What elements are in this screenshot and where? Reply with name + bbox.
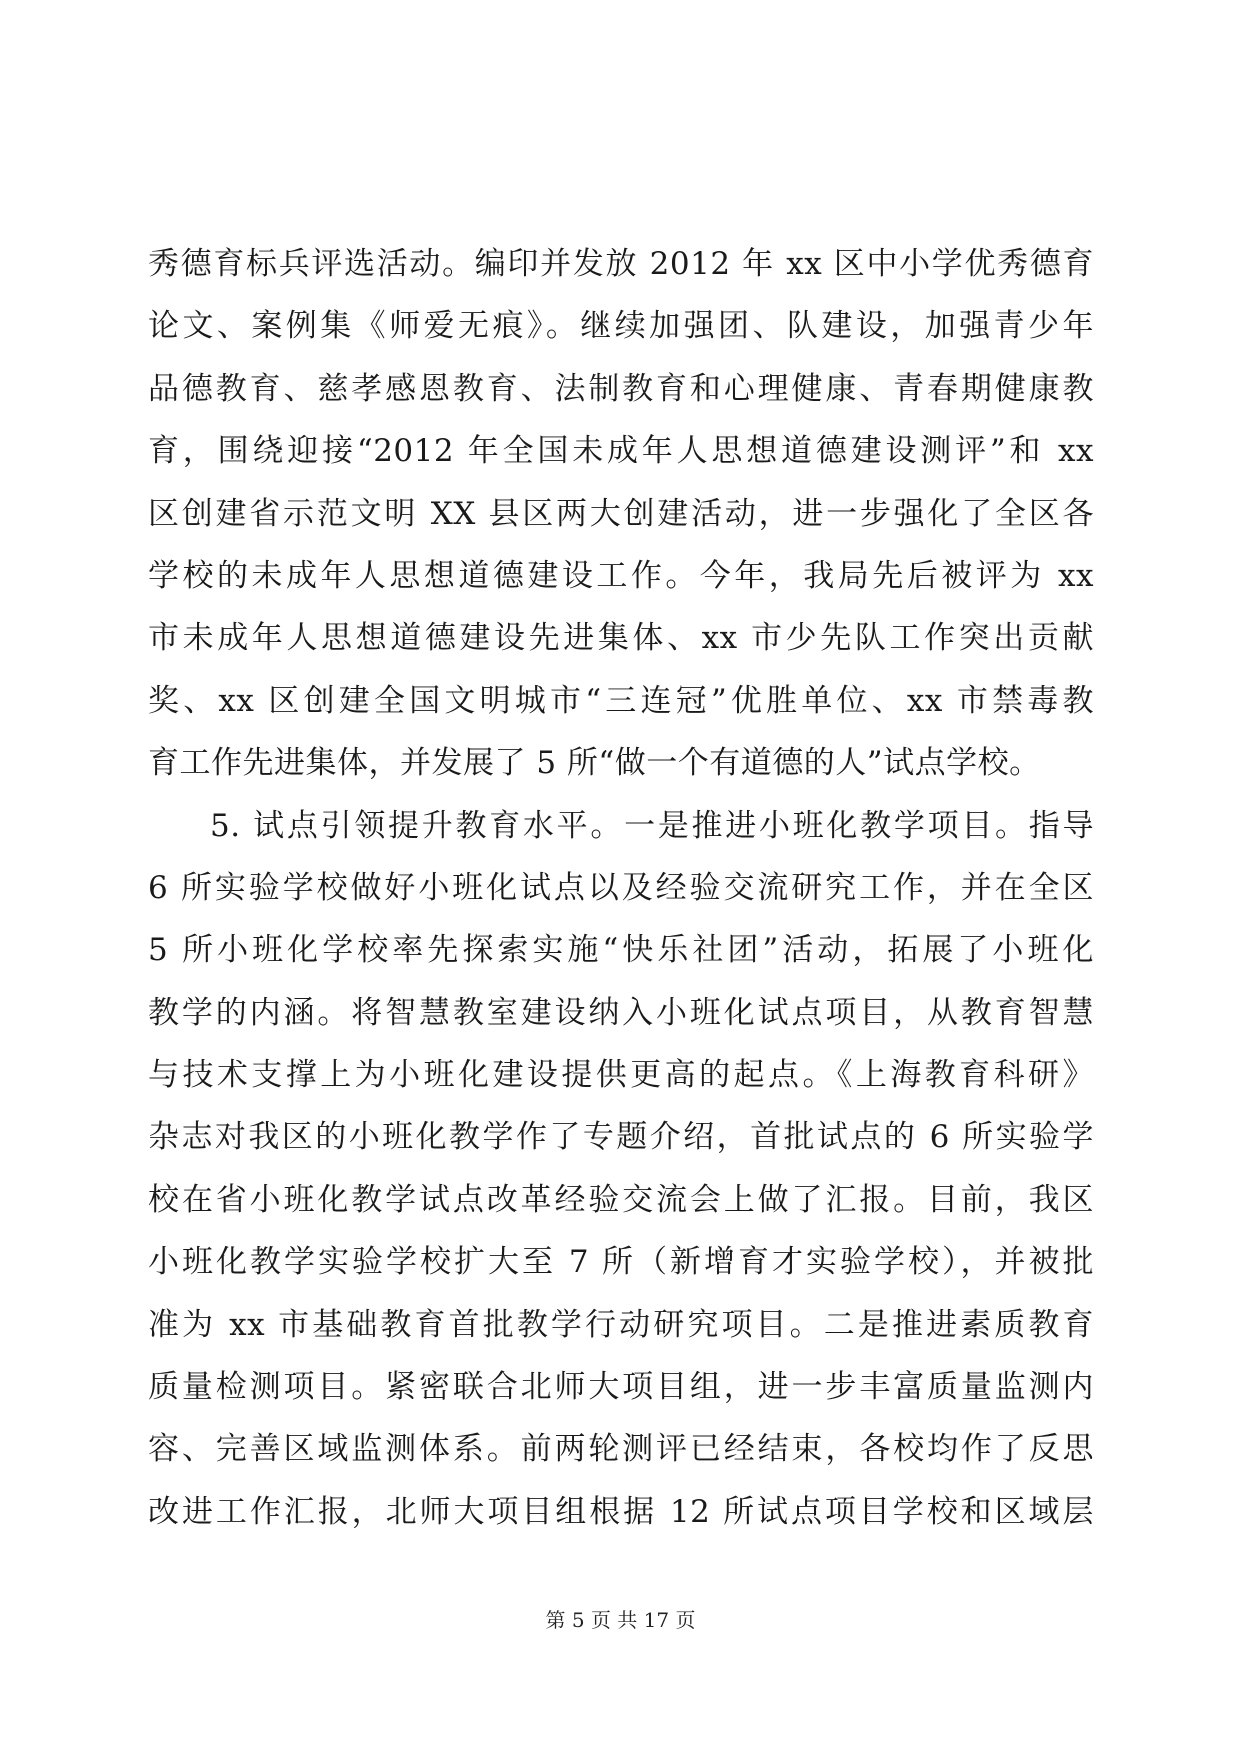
page-footer	[0, 1606, 1241, 1634]
text-line: 奖、xx 区创建全国文明城市“三连冠”优胜单位、xx 市禁毒教	[148, 682, 1094, 719]
text-line: 育，围绕迎接“2012 年全国未成年人思想道德建设测评”和 xx	[148, 433, 1094, 470]
text-line: 6 所实验学校做好小班化试点以及经验交流研究工作，并在全区	[148, 869, 1094, 906]
paragraph-start-line: 5. 试点引领提升教育水平。一是推进小班化教学项目。指导	[210, 807, 1094, 844]
text-line: 校在省小班化教学试点改革经验交流会上做了汇报。目前，我区	[148, 1181, 1094, 1218]
text-line: 市未成年人思想道德建设先进集体、xx 市少先队工作突出贡献	[148, 620, 1094, 657]
text-line: 教学的内涵。将智慧教室建设纳入小班化试点项目，从教育智慧	[148, 994, 1094, 1031]
text-line: 改进工作汇报，北师大项目组根据 12 所试点项目学校和区域层	[148, 1493, 1094, 1530]
text-line: 质量检测项目。紧密联合北师大项目组，进一步丰富质量监测内	[148, 1369, 1094, 1406]
body-text	[148, 233, 1094, 1543]
text-line: 品德教育、慈孝感恩教育、法制教育和心理健康、青春期健康教	[148, 370, 1094, 407]
text-line: 5 所小班化学校率先探索实施“快乐社团”活动，拓展了小班化	[148, 932, 1094, 969]
page-number-label: 第 5 页 共 17 页	[545, 1608, 696, 1632]
text-line: 学校的未成年人思想道德建设工作。今年，我局先后被评为 xx	[148, 557, 1094, 594]
text-line: 论文、案例集《师爱无痕》。继续加强团、队建设，加强青少年	[148, 308, 1094, 345]
text-line: 区创建省示范文明 XX 县区两大创建活动，进一步强化了全区各	[148, 495, 1094, 532]
text-line: 秀德育标兵评选活动。编印并发放 2012 年 xx 区中小学优秀德育	[148, 246, 1094, 282]
text-line: 杂志对我区的小班化教学作了专题介绍，首批试点的 6 所实验学	[148, 1119, 1094, 1156]
text-line: 容、完善区域监测体系。前两轮测评已经结束，各校均作了反思	[148, 1431, 1094, 1468]
text-line: 小班化教学实验学校扩大至 7 所（新增育才实验学校），并被批	[148, 1244, 1094, 1281]
text-line: 与技术支撑上为小班化建设提供更高的起点。《上海教育科研》	[148, 1057, 1094, 1094]
text-line: 育工作先进集体，并发展了 5 所“做一个有道德的人”试点学校。	[148, 745, 1041, 782]
text-line: 准为 xx 市基础教育首批教学行动研究项目。二是推进素质教育	[148, 1306, 1094, 1343]
